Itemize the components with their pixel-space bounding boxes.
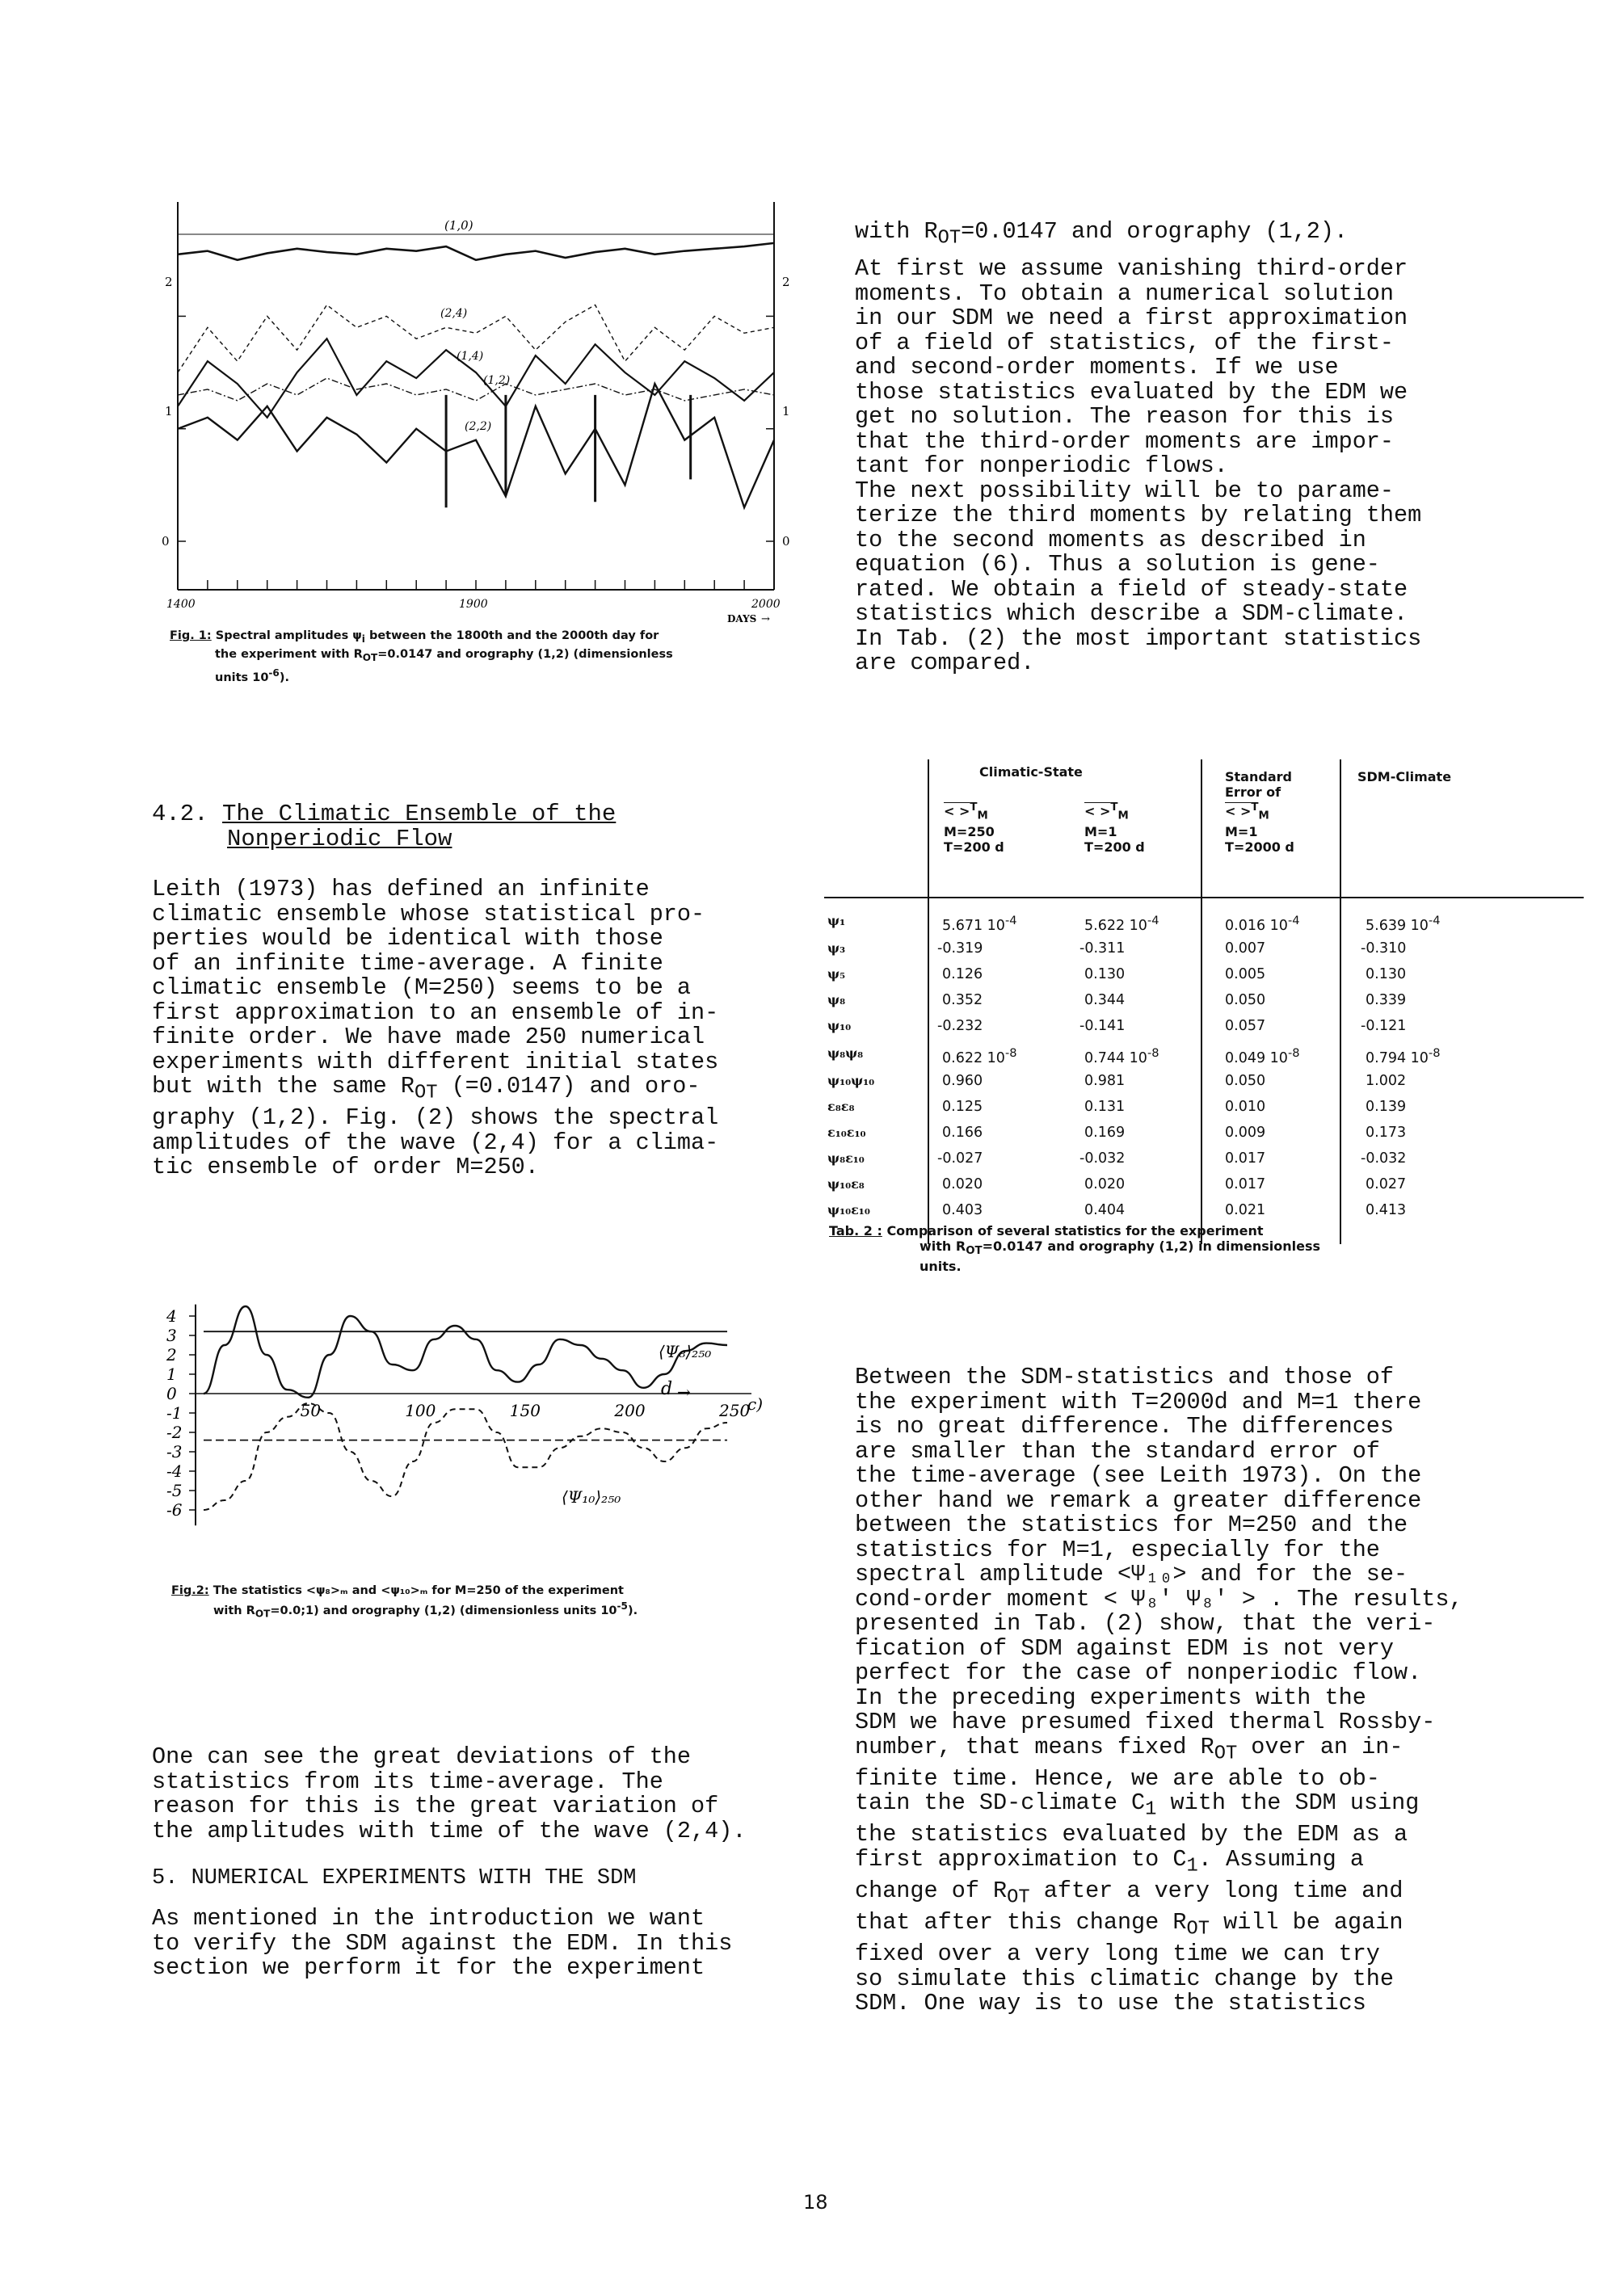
left-p1-line9a: but with the same R bbox=[152, 1073, 415, 1100]
table-cell: -0.032 bbox=[1079, 1150, 1126, 1167]
table-row-label: ε₁₀ε₁₀ bbox=[827, 1125, 866, 1140]
table-cell: 0.131 bbox=[1084, 1099, 1126, 1115]
table-cell: 0.049 $10^{-8}$ bbox=[1225, 1046, 1300, 1066]
right-p3-line: SDM we have presumed fixed thermal Rossby- bbox=[855, 1709, 1436, 1735]
table-cell: -0.311 bbox=[1079, 940, 1126, 957]
table-cell: 0.344 bbox=[1084, 992, 1126, 1008]
table-col2-header bbox=[1084, 800, 1145, 855]
right-p3-line: between the statistics for M=250 and the bbox=[855, 1512, 1408, 1538]
right-p3-line: statistics for M=1, especially for the bbox=[855, 1536, 1380, 1563]
fig2-xtick-label: 100 bbox=[405, 1401, 436, 1420]
fig2-caption-line2a: with R bbox=[213, 1604, 255, 1617]
fig2-caption-line1: The statistics <ψ₈>ₘ and <ψ₁₀>ₘ for M=250 of the experiment bbox=[213, 1584, 624, 1597]
left-p1-line: amplitudes of the wave (2,4) for a clima- bbox=[152, 1129, 719, 1156]
table-body bbox=[824, 910, 1584, 1225]
table-row-label: ψ₈ε₁₀ bbox=[827, 1150, 865, 1166]
left-p1-line: climatic ensemble (M=250) seems to be a bbox=[152, 974, 692, 1001]
table-caption-line2a: with R bbox=[920, 1238, 966, 1254]
right-p3-line: presented in Tab. (2) show, that the veri- bbox=[855, 1610, 1436, 1637]
right-p3-line: number, that means fixed $R_{OT}$ over an in- bbox=[855, 1733, 1403, 1765]
table-row bbox=[824, 937, 1584, 963]
table-cell: 0.057 bbox=[1225, 1018, 1266, 1034]
fig1-caption-line3: units 10 bbox=[215, 671, 269, 684]
right-p2-line: terize the third moments by relating them bbox=[855, 502, 1422, 528]
fig1-caption-line2: the experiment with R bbox=[215, 647, 363, 661]
right-paragraph-1 bbox=[855, 220, 1582, 251]
table-cell: 0.010 bbox=[1225, 1099, 1266, 1115]
right-p3-line: spectral amplitude <Ψ₁₀> and for the se- bbox=[855, 1561, 1408, 1587]
fig1-ytick-0-right: 0 bbox=[782, 534, 790, 549]
right-p3-line: the statistics evaluated by the EDM as a bbox=[855, 1821, 1408, 1848]
table-col3-sym: < > bbox=[1225, 803, 1252, 819]
table-row-label: ψ₁₀ε₁₀ bbox=[827, 1202, 870, 1217]
table-caption-line2b: =0.0147 and orography (1,2) in dimensionless bbox=[982, 1238, 1321, 1254]
table-row-label: ψ₁₀ψ₁₀ bbox=[827, 1073, 875, 1088]
table-cell: 0.166 bbox=[942, 1125, 983, 1141]
left-p3-line: As mentioned in the introduction we want bbox=[152, 1905, 705, 1932]
table-cell: 0.139 bbox=[1366, 1099, 1407, 1115]
fig1-caption-sub-ot: OT bbox=[362, 651, 378, 663]
table-cell: -0.232 bbox=[937, 1018, 983, 1034]
fig1-caption-line1b: between the 1800th and the 2000th day for bbox=[364, 629, 659, 642]
right-p2-line: In Tab. (2) the most important statistics bbox=[855, 624, 1422, 652]
table-col2-sup: T bbox=[1110, 801, 1118, 814]
table-col1-l1: M=250 bbox=[944, 823, 995, 839]
table-row bbox=[824, 1199, 1584, 1225]
table-row bbox=[824, 1070, 1584, 1095]
right-p2-line: are compared. bbox=[855, 650, 1035, 676]
fig1-days-label: DAYS bbox=[727, 613, 757, 624]
fig1-days-arrow: → bbox=[761, 613, 770, 625]
right-p1-line1b: =0.0147 and orography (1,2). bbox=[961, 218, 1349, 245]
left-p1-line: graphy (1,2). Fig. (2) shows the spectral bbox=[152, 1104, 719, 1132]
table-cell: 0.960 bbox=[942, 1073, 983, 1089]
fig1-caption-label: Fig. 1: bbox=[170, 629, 212, 642]
table-row-label: ψ₃ bbox=[827, 940, 846, 956]
fig1-caption-end: ). bbox=[279, 671, 289, 684]
table-cell: -0.141 bbox=[1079, 1018, 1126, 1034]
table-row bbox=[824, 989, 1584, 1015]
table-cell: 0.173 bbox=[1366, 1125, 1407, 1141]
table-cell: -0.121 bbox=[1361, 1018, 1407, 1034]
table-cell: 0.009 bbox=[1225, 1125, 1266, 1141]
right-p2-line: of a field of statistics, of the first- bbox=[855, 329, 1395, 356]
table-row-label: ε₈ε₈ bbox=[827, 1099, 855, 1114]
table-2 bbox=[824, 759, 1584, 1244]
fig2-d-arrow: → bbox=[677, 1382, 691, 1402]
table-hline bbox=[824, 897, 1584, 898]
left-paragraph-2 bbox=[152, 1745, 814, 1844]
table-cell: 0.744 $10^{-8}$ bbox=[1084, 1046, 1159, 1066]
fig2-ytick-label: -5 bbox=[166, 1481, 183, 1500]
section-4-2-title-line1: The Climatic Ensemble of the bbox=[222, 801, 617, 827]
right-p2-line: rated. We obtain a field of steady-state bbox=[855, 575, 1408, 603]
table-cell: 0.050 bbox=[1225, 1073, 1266, 1089]
table-cell: 0.169 bbox=[1084, 1125, 1126, 1141]
section-5-heading: 5. NUMERICAL EXPERIMENTS WITH THE SDM bbox=[152, 1866, 637, 1890]
fig2-series-line bbox=[204, 1306, 727, 1398]
fig2-caption-sub: OT bbox=[255, 1608, 271, 1620]
table-caption-label: Tab. 2 : bbox=[829, 1223, 882, 1238]
table-cell: 0.007 bbox=[1225, 940, 1266, 957]
right-p1-sub: OT bbox=[937, 227, 962, 250]
table-cell: 0.339 bbox=[1366, 992, 1407, 1008]
right-p2-line: statistics which describe a SDM-climate. bbox=[855, 600, 1408, 627]
table-row bbox=[824, 1121, 1584, 1147]
fig1-xtick-1900: 1900 bbox=[459, 598, 488, 611]
table-col3-sub: M bbox=[1258, 809, 1269, 822]
left-p1-line: experiments with different initial states bbox=[152, 1048, 719, 1075]
left-p1-line9b: (=0.0147) and oro- bbox=[437, 1073, 701, 1100]
fig1-ytick-1-right: 1 bbox=[782, 404, 790, 418]
table-cell: 0.403 bbox=[942, 1202, 983, 1218]
table-cell: 0.794 $10^{-8}$ bbox=[1366, 1046, 1441, 1066]
table-col2-l1: M=1 bbox=[1084, 823, 1117, 839]
table-caption bbox=[829, 1223, 1589, 1274]
table-row bbox=[824, 1147, 1584, 1173]
fig2-ytick-label: 1 bbox=[166, 1365, 177, 1384]
table-cell: 0.622 $10^{-8}$ bbox=[942, 1046, 1017, 1066]
table-cell: 0.126 bbox=[942, 966, 983, 982]
fig2-caption-line2b: =0.0;1) and orography (1,2) (dimensionless units 10 bbox=[270, 1604, 617, 1617]
left-paragraph-1 bbox=[152, 877, 798, 1180]
table-col3-l1: M=1 bbox=[1225, 823, 1258, 839]
table-cell: 0.130 bbox=[1084, 966, 1126, 982]
right-p3-line: Between the SDM-statistics and those of bbox=[855, 1364, 1395, 1390]
table-row-label: ψ₁₀ bbox=[827, 1018, 852, 1033]
table-row bbox=[824, 1173, 1584, 1199]
table-cell: -0.027 bbox=[937, 1150, 983, 1167]
right-paragraph-3 bbox=[855, 1365, 1598, 2016]
fig1-caption-line1: Spectral amplitudes ψ bbox=[215, 629, 362, 642]
table-col2-sub: M bbox=[1117, 809, 1129, 822]
table-cell: 5.639 $10^{-4}$ bbox=[1366, 914, 1441, 934]
table-cell: -0.319 bbox=[937, 940, 983, 957]
left-p1-line: climatic ensemble whose statistical pro- bbox=[152, 900, 705, 927]
table-col1-header bbox=[944, 800, 1004, 855]
table-col3-sup: T bbox=[1251, 801, 1259, 814]
right-p2-line: in our SDM we need a first approximation bbox=[855, 305, 1408, 331]
table-row bbox=[824, 1015, 1584, 1042]
right-p3-line: change of $R_{OT}$ after a very long time and bbox=[855, 1878, 1403, 1909]
right-p3-line: fixed over a very long time we can try bbox=[855, 1941, 1380, 1968]
fig2-ytick-label: 3 bbox=[166, 1326, 177, 1345]
fig1-caption bbox=[170, 629, 800, 686]
fig2-ytick-label: 2 bbox=[166, 1345, 177, 1365]
fig2-label-psi8: ⟨Ψ₈⟩₂₅₀ bbox=[659, 1342, 712, 1361]
table-col1-l2: T=200 d bbox=[944, 839, 1004, 855]
right-p2-line: tant for nonperiodic flows. bbox=[855, 452, 1228, 479]
fig1-ytick-2-right: 2 bbox=[782, 275, 790, 289]
table-cell: 0.130 bbox=[1366, 966, 1407, 982]
right-p3-line: cond-order moment < Ψ₈' Ψ₈' > . The results, bbox=[855, 1585, 1463, 1613]
fig2-ytick-label: -6 bbox=[166, 1500, 183, 1520]
fig2-ytick-label: -4 bbox=[166, 1461, 183, 1481]
fig2-caption-sup: -5 bbox=[617, 1600, 628, 1612]
table-row-label: ψ₅ bbox=[827, 966, 846, 982]
table-col4-header: SDM-Climate bbox=[1357, 769, 1452, 784]
right-paragraph-2 bbox=[855, 257, 1582, 676]
table-cell: 5.671 $10^{-4}$ bbox=[942, 914, 1017, 934]
fig1-label-10: (1,0) bbox=[444, 218, 473, 233]
fig2-label-psi10: ⟨Ψ₁₀⟩₂₅₀ bbox=[562, 1487, 621, 1507]
figure-2 bbox=[154, 1236, 800, 1575]
fig2-ytick-label: -1 bbox=[166, 1403, 183, 1423]
table-group-header: Climatic-State bbox=[979, 764, 1083, 780]
right-p3-line: is no great difference. The differences bbox=[855, 1413, 1395, 1440]
right-p3-line: that after this change $R_{OT}$ will be again bbox=[855, 1909, 1403, 1941]
table-cell: -0.032 bbox=[1361, 1150, 1407, 1167]
table-cell: 0.125 bbox=[942, 1099, 983, 1115]
right-p2-line: to the second moments as described in bbox=[855, 526, 1366, 553]
fig1-xtick-2000: 2000 bbox=[751, 598, 781, 611]
left-p1-line: perties would be identical with those bbox=[152, 925, 663, 952]
fig2-ytick-label: 0 bbox=[166, 1384, 177, 1403]
left-p1-line9-sub: OT bbox=[414, 1082, 438, 1104]
table-cell: 0.021 bbox=[1225, 1202, 1266, 1218]
left-p1-line: first approximation to an ensemble of in- bbox=[152, 999, 719, 1026]
fig1-series-line bbox=[178, 384, 774, 507]
right-p3-line: fication of SDM against EDM is not very bbox=[855, 1634, 1395, 1662]
right-p3-line: finite time. Hence, we are able to ob- bbox=[855, 1764, 1380, 1792]
fig1-ytick-0-left: 0 bbox=[162, 534, 170, 549]
fig2-c-label: c) bbox=[747, 1394, 764, 1414]
table-row bbox=[824, 1042, 1584, 1070]
table-row-label: ψ₈ψ₈ bbox=[827, 1045, 864, 1061]
table-row-label: ψ₈ bbox=[827, 992, 846, 1007]
table-cell: 0.050 bbox=[1225, 992, 1266, 1008]
section-4-2-heading bbox=[152, 801, 616, 852]
table-cell: 0.352 bbox=[942, 992, 983, 1008]
fig2-d-label: d bbox=[661, 1379, 673, 1399]
table-col3-top1: Standard bbox=[1225, 769, 1292, 784]
left-paragraph-3 bbox=[152, 1907, 814, 1981]
right-p3-line: SDM. One way is to use the statistics bbox=[855, 1990, 1366, 2017]
table-row-label: ψ₁₀ε₈ bbox=[827, 1176, 865, 1192]
right-p2-line: At first we assume vanishing third-order bbox=[855, 255, 1408, 282]
right-p3-line: the experiment with T=2000d and M=1 there bbox=[855, 1388, 1422, 1415]
right-p3-line: the time-average (see Leith 1973). On the bbox=[855, 1462, 1422, 1489]
table-col2-sym: < > bbox=[1084, 803, 1111, 819]
fig2-ytick-label: -3 bbox=[166, 1442, 183, 1461]
table-cell: 0.404 bbox=[1084, 1202, 1126, 1218]
fig1-caption-line2b: =0.0147 and orography (1,2) (dimensionless bbox=[377, 647, 673, 661]
fig2-xtick-label: 150 bbox=[509, 1401, 541, 1420]
right-p3-line: so simulate this climatic change by the bbox=[855, 1965, 1395, 1992]
right-p3-line: perfect for the case of nonperiodic flow. bbox=[855, 1659, 1422, 1686]
table-col2-l2: T=200 d bbox=[1084, 839, 1145, 855]
page-number: 18 bbox=[803, 2191, 828, 2214]
fig1-xtick-1400: 1400 bbox=[166, 598, 196, 611]
table-row bbox=[824, 1095, 1584, 1121]
fig1-label-12: (1,2) bbox=[483, 374, 511, 387]
right-p2-line: those statistics evaluated by the EDM we bbox=[855, 378, 1408, 406]
table-cell: 0.020 bbox=[1084, 1176, 1126, 1192]
section-4-2-title-line2: Nonperiodic Flow bbox=[227, 826, 452, 852]
table-caption-line1: Comparison of several statistics for the experiment bbox=[886, 1223, 1264, 1238]
fig2-caption-label: Fig.2: bbox=[171, 1584, 209, 1597]
right-p3-line: other hand we remark a greater difference bbox=[855, 1487, 1422, 1514]
fig2-ytick-label: -2 bbox=[166, 1423, 183, 1442]
left-p3-line: to verify the SDM against the EDM. In this bbox=[152, 1929, 733, 1957]
table-col1-sub: M bbox=[977, 809, 988, 822]
left-p2-line: reason for this is the great variation of bbox=[152, 1793, 719, 1819]
fig1-caption-sup: -6 bbox=[268, 667, 280, 679]
fig1-ytick-1-left: 1 bbox=[165, 404, 173, 418]
fig1-series-line bbox=[178, 378, 774, 401]
table-caption-line3: units. bbox=[920, 1259, 962, 1275]
table-col3-header bbox=[1225, 769, 1294, 855]
fig2-caption-end: ). bbox=[627, 1604, 638, 1617]
table-cell: 0.017 bbox=[1225, 1150, 1266, 1167]
fig1-caption-sub: i bbox=[361, 633, 365, 645]
table-row bbox=[824, 910, 1584, 937]
fig2-ytick-label: 4 bbox=[166, 1306, 177, 1326]
table-col1-sup: T bbox=[970, 801, 978, 814]
table-col3-top2: Error of bbox=[1225, 784, 1281, 800]
left-p3-line: section we perform it for the experiment bbox=[152, 1954, 705, 1981]
fig1-ytick-2-left: 2 bbox=[165, 275, 173, 289]
fig1-label-24: (2,4) bbox=[440, 307, 468, 320]
right-p2-line: moments. To obtain a numerical solution bbox=[855, 280, 1395, 307]
fig2-xtick-label: 250 bbox=[719, 1401, 751, 1420]
fig2-xtick-label: 50 bbox=[300, 1401, 322, 1420]
right-p2-line: equation (6). Thus a solution is gene- bbox=[855, 551, 1380, 578]
fig2-caption bbox=[171, 1583, 810, 1622]
fig1-plot-area bbox=[178, 202, 774, 590]
fig1-label-22: (2,2) bbox=[465, 420, 492, 433]
right-p3-line: first approximation to $C_1$. Assuming a bbox=[855, 1845, 1364, 1878]
fig1-label-14: (1,4) bbox=[457, 350, 484, 363]
right-p2-line: get no solution. The reason for this is bbox=[855, 403, 1395, 430]
right-p2-line: The next possibility will be to parame- bbox=[855, 477, 1395, 504]
table-cell: 0.020 bbox=[942, 1176, 983, 1192]
table-row bbox=[824, 963, 1584, 989]
table-cell: 5.622 $10^{-4}$ bbox=[1084, 914, 1159, 934]
table-col3-l2: T=2000 d bbox=[1225, 839, 1294, 855]
fig1-series-line bbox=[178, 243, 774, 260]
right-p3-line: are smaller than the standard error of bbox=[855, 1437, 1380, 1465]
table-cell: 0.017 bbox=[1225, 1176, 1266, 1192]
table-caption-sub: OT bbox=[966, 1245, 983, 1258]
left-p2-line: the amplitudes with time of the wave (2,4). bbox=[152, 1817, 747, 1844]
left-p1-line: Leith (1973) has defined an infinite bbox=[152, 876, 650, 902]
right-p2-line: that the third-order moments are impor- bbox=[855, 427, 1395, 455]
table-cell: 1.002 bbox=[1366, 1073, 1407, 1089]
table-col1-sym: < > bbox=[944, 803, 970, 819]
table-cell: 0.027 bbox=[1366, 1176, 1407, 1192]
left-p1-line: tic ensemble of order M=250. bbox=[152, 1154, 539, 1181]
left-p2-line: One can see the great deviations of the bbox=[152, 1743, 692, 1770]
table-cell: 0.016 $10^{-4}$ bbox=[1225, 914, 1300, 934]
table-cell: 0.005 bbox=[1225, 966, 1266, 982]
table-cell: 0.413 bbox=[1366, 1202, 1407, 1218]
left-p1-line: of an infinite time-average. A finite bbox=[152, 949, 663, 977]
right-p1-line1a: with R bbox=[855, 218, 938, 245]
left-p1-line-9 bbox=[152, 1074, 798, 1106]
table-cell: -0.310 bbox=[1361, 940, 1407, 957]
right-p3-line: In the preceding experiments with the bbox=[855, 1684, 1366, 1711]
left-p2-line: statistics from its time-average. The bbox=[152, 1768, 663, 1795]
right-p3-line: tain the SD-climate $C_1$ with the SDM using bbox=[855, 1789, 1420, 1821]
fig2-xtick-label: 200 bbox=[614, 1401, 646, 1420]
right-p2-line: and second-order moments. If we use bbox=[855, 354, 1339, 381]
table-row-label: ψ₁ bbox=[827, 913, 846, 928]
fig2-series-line bbox=[204, 1403, 727, 1510]
section-4-2-number: 4.2. bbox=[152, 801, 208, 827]
figure-1 bbox=[162, 194, 808, 630]
left-p1-line: finite order. We have made 250 numerical bbox=[152, 1024, 705, 1050]
table-cell: 0.981 bbox=[1084, 1073, 1126, 1089]
